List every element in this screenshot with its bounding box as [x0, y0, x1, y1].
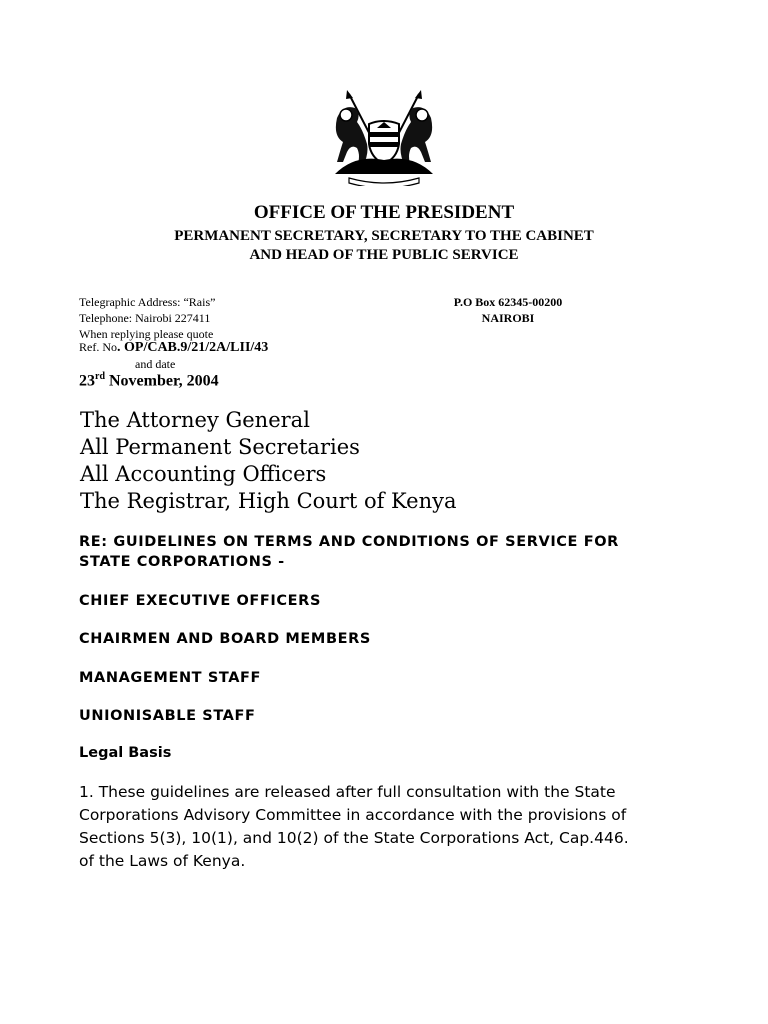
- ref-label: Ref. No: [79, 340, 117, 354]
- telephone: Telephone: Nairobi 227411: [79, 311, 211, 325]
- paragraph-line: 1. These guidelines are released after full consultation with the State: [79, 783, 616, 801]
- subject-line: RE: GUIDELINES ON TERMS AND CONDITIONS OF SERVICE FOR: [79, 534, 619, 550]
- office-subtitle-line-2: AND HEAD OF THE PUBLIC SERVICE: [249, 247, 519, 263]
- subject-heading: [79, 532, 619, 572]
- po-box: P.O Box 62345-00200: [453, 295, 563, 309]
- letter-date: [79, 371, 219, 390]
- paragraph-line: Sections 5(3), 10(1), and 10(2) of the State Corporations Act, Cap.446.: [79, 829, 629, 847]
- reference-number: [79, 340, 268, 356]
- po-box-block: [420, 294, 596, 326]
- coat-of-arms-logo: [327, 88, 441, 186]
- paragraph-line: Corporations Advisory Committee in accordance with the provisions of: [79, 806, 627, 824]
- paragraph-line: of the Laws of Kenya.: [79, 852, 246, 870]
- category-heading: CHIEF EXECUTIVE OFFICERS: [79, 593, 321, 609]
- recipient: All Accounting Officers: [80, 462, 327, 486]
- date-rest: November, 2004: [105, 372, 219, 390]
- recipient: The Registrar, High Court of Kenya: [80, 489, 457, 513]
- section-title: Legal Basis: [79, 745, 172, 761]
- subject-line: STATE CORPORATIONS -: [79, 554, 285, 570]
- body-paragraph: [79, 781, 699, 873]
- category-heading: MANAGEMENT STAFF: [79, 670, 262, 686]
- contact-block: [79, 294, 215, 342]
- office-title: OFFICE OF THE PRESIDENT: [253, 202, 515, 223]
- category-heading: CHAIRMEN AND BOARD MEMBERS: [79, 631, 371, 647]
- recipient: All Permanent Secretaries: [80, 435, 360, 459]
- category-heading: UNIONISABLE STAFF: [79, 708, 256, 724]
- office-subtitle-line-1: PERMANENT SECRETARY, SECRETARY TO THE CABINET: [174, 228, 594, 244]
- city: NAIROBI: [481, 311, 535, 325]
- recipient: The Attorney General: [80, 408, 310, 432]
- telegraphic-address: Telegraphic Address: “Rais”: [79, 295, 216, 309]
- date-suffix: rd: [95, 371, 105, 382]
- ref-number: . OP/CAB.9/21/2A/LII/43: [117, 340, 269, 355]
- and-date: and date: [135, 357, 176, 371]
- recipient-list: [80, 407, 457, 515]
- date-day: 23: [79, 372, 95, 390]
- replying-note: When replying please quote: [79, 327, 214, 341]
